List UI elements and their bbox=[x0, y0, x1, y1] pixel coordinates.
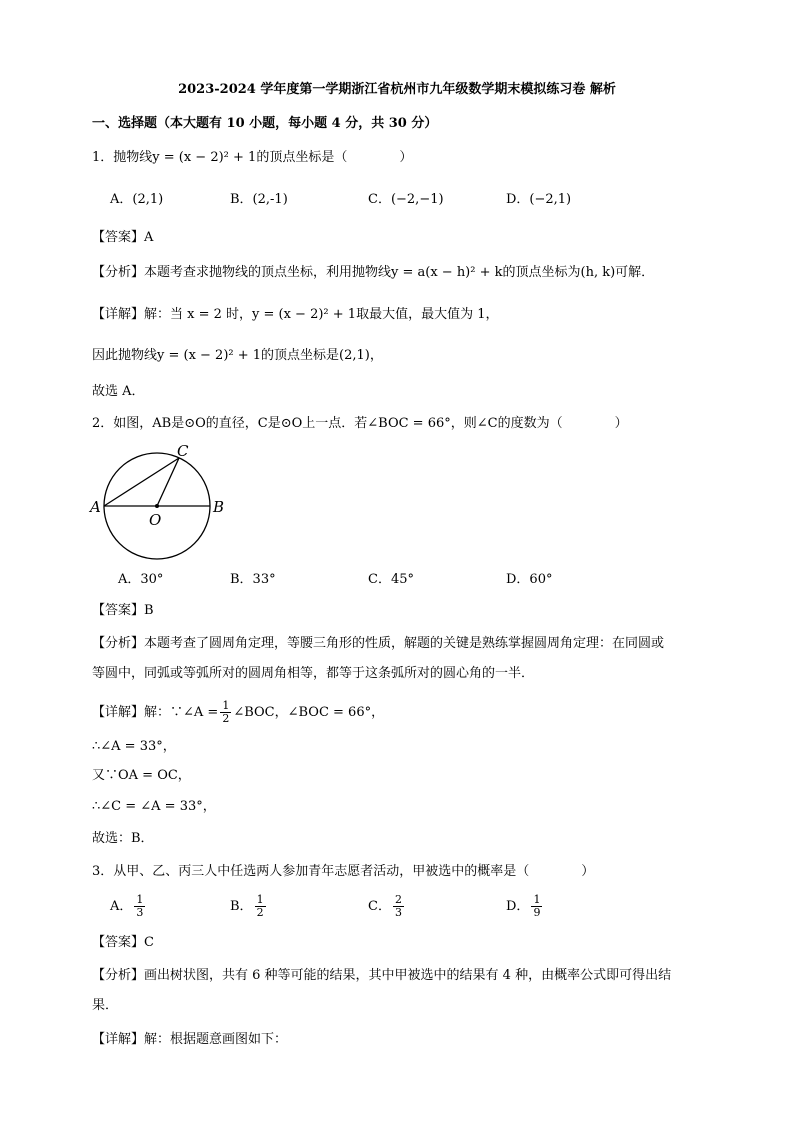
q2-answer: 【答案】B bbox=[92, 603, 154, 618]
label-c: C bbox=[177, 442, 189, 460]
q2-stem: 2．如图，AB是⊙O的直径，C是⊙O上一点．若∠BOC = 66°，则∠C的度数为（ ） bbox=[92, 416, 628, 431]
q1-choose: 故选 A． bbox=[92, 384, 145, 399]
q1-answer: 【答案】A bbox=[92, 230, 154, 245]
q1-detail: 【详解】解：当 x = 2 时，y = (x − 2)² + 1取最大值，最大值为 1， bbox=[92, 307, 499, 322]
fraction-denominator: 3 bbox=[394, 906, 402, 919]
q3-option-a bbox=[110, 894, 147, 919]
q2-step1: ∴∠A = 33°， bbox=[92, 739, 176, 754]
q2-step3: ∴∠C = ∠A = 33°， bbox=[92, 799, 216, 814]
q1-option-d: D．(−2,1) bbox=[506, 192, 572, 207]
label-a: A bbox=[90, 498, 101, 516]
half-fraction bbox=[220, 700, 231, 725]
fraction-denominator: 2 bbox=[222, 712, 230, 725]
option-fraction bbox=[393, 894, 404, 919]
q2-step2: 又∵OA = OC， bbox=[92, 768, 191, 783]
q2-analysis-line2: 等圆中，同弧或等弧所对的圆周角相等，都等于这条弧所对的圆心角的一半． bbox=[92, 666, 535, 681]
q3-answer: 【答案】C bbox=[92, 935, 154, 950]
label-b: B bbox=[213, 498, 225, 516]
fraction-denominator: 2 bbox=[256, 906, 264, 919]
q3-analysis-line2: 果． bbox=[92, 998, 119, 1013]
center-point bbox=[155, 504, 159, 508]
q3-option-c bbox=[368, 894, 406, 919]
q3-option-d bbox=[506, 894, 544, 919]
q2-choose: 故选：B． bbox=[92, 831, 154, 846]
q3-stem: 3．从甲、乙、丙三人中任选两人参加青年志愿者活动，甲被选中的概率是（ ） bbox=[92, 864, 595, 879]
option-fraction bbox=[531, 894, 542, 919]
q1-analysis: 【分析】本题考查求抛物线的顶点坐标，利用抛物线y = a(x − h)² + k的顶点坐标为(h, k)可解． bbox=[92, 265, 655, 280]
label-o: O bbox=[149, 511, 162, 529]
q1-option-c: C．(−2,−1) bbox=[368, 192, 444, 207]
fraction-numerator: 1 bbox=[222, 699, 230, 712]
q2-option-a: A．30° bbox=[118, 572, 164, 587]
q2-detail-suffix: ∠BOC，∠BOC = 66°， bbox=[233, 705, 385, 720]
q1-option-b: B．(2,-1) bbox=[230, 192, 288, 207]
q2-detail-prefix: 【详解】解：∵∠A = bbox=[92, 705, 219, 720]
fraction-numerator: 1 bbox=[533, 893, 541, 906]
fraction-denominator: 3 bbox=[136, 906, 144, 919]
fraction-numerator: 1 bbox=[256, 893, 264, 906]
option-fraction bbox=[255, 894, 266, 919]
option-label: A． bbox=[110, 899, 133, 914]
q3-detail: 【详解】解：根据题意画图如下： bbox=[92, 1032, 288, 1047]
q2-option-d: D．60° bbox=[506, 572, 553, 587]
q2-analysis-line1: 【分析】本题考查了圆周角定理，等腰三角形的性质，解题的关键是熟练掌握圆周角定理：在同圆或 bbox=[92, 636, 665, 651]
q1-stem: 1．抛物线y = (x − 2)² + 1的顶点坐标是（ ） bbox=[92, 150, 413, 165]
circle-diagram bbox=[88, 440, 238, 568]
page-title: 2023-2024 学年度第一学期浙江省杭州市九年级数学期末模拟练习卷 解析 bbox=[178, 82, 616, 97]
q2-option-b: B．33° bbox=[230, 572, 276, 587]
q1-detail-conclusion: 因此抛物线y = (x − 2)² + 1的顶点坐标是(2,1)， bbox=[92, 348, 383, 363]
section-heading: 一、选择题（本大题有 10 小题，每小题 4 分，共 30 分） bbox=[92, 116, 438, 131]
q2-detail bbox=[92, 700, 384, 725]
q1-option-a: A．(2,1) bbox=[110, 192, 164, 207]
q2-option-c: C．45° bbox=[368, 572, 414, 587]
q3-analysis-line1: 【分析】画出树状图，共有 6 种等可能的结果，其中甲被选中的结果有 4 种，由概率公式即可得出结 bbox=[92, 968, 672, 983]
option-label: C． bbox=[368, 899, 391, 914]
option-label: D． bbox=[506, 899, 530, 914]
option-label: B． bbox=[230, 899, 253, 914]
q3-option-b bbox=[230, 894, 268, 919]
fraction-denominator: 9 bbox=[533, 906, 541, 919]
option-fraction bbox=[134, 894, 145, 919]
fraction-numerator: 2 bbox=[394, 893, 402, 906]
fraction-numerator: 1 bbox=[136, 893, 144, 906]
